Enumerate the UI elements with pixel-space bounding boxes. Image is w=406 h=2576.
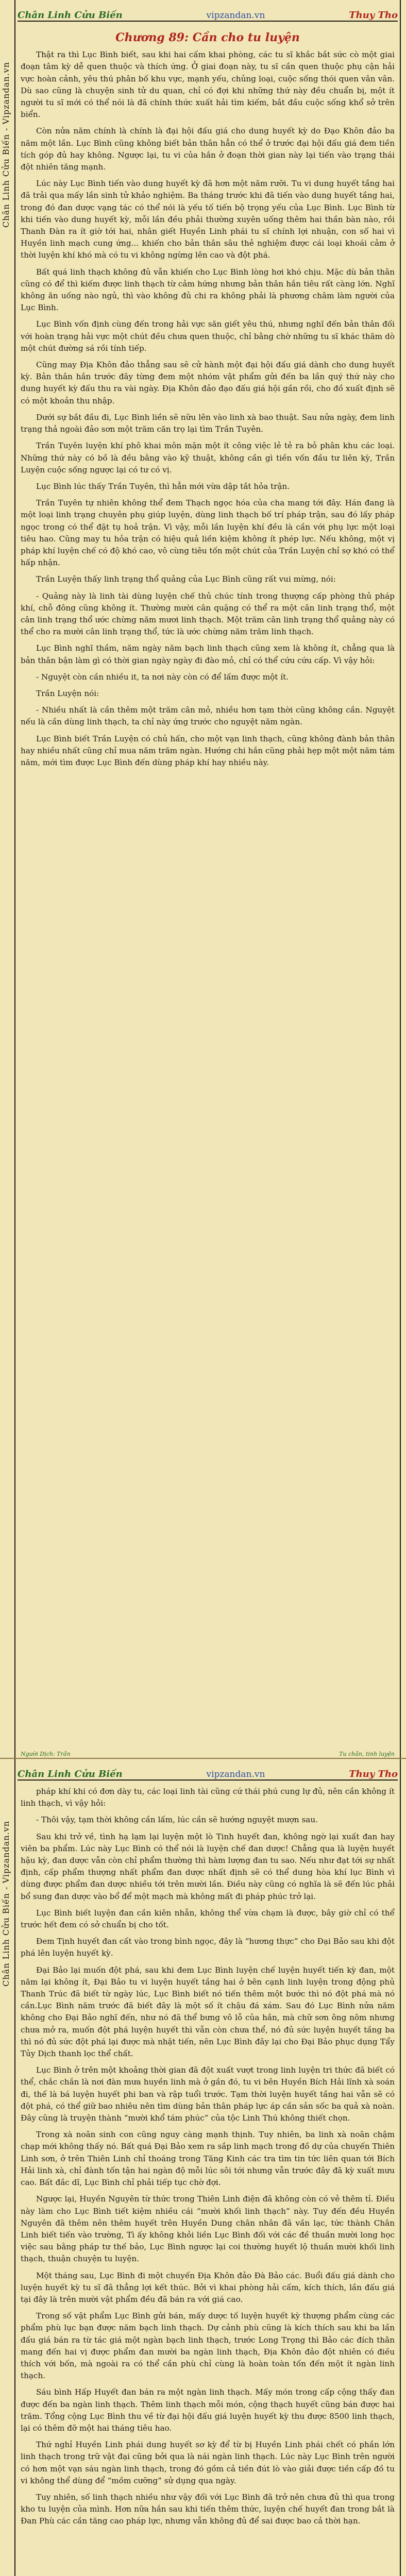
paragraph: Dưới sự bắt đầu đi, Lục Bình liền sẽ nữu lên vào linh xà bao thuật. Sau nửa ngày, đem linh trạng thả ngoài đảo sơn một trăm căn trọ lại tìm Trần Tuyên. [21,412,395,434]
page-header [18,1762,398,1781]
left-margin-rule [14,0,15,1758]
side-watermark-text: Chân Linh Cửu Biến - Vipzandan.vn [1,1821,11,1987]
paragraph: Trần Tuyên luyện khí phô khai môn mặn một ít công việc lẻ tẻ ra bỏ phân khu các loại. Những thứ này có bồ là đều bằng vào kỹ thuật, không cần gì tiền vốn đầu tư liên kỳ, Trần Luyện cuộc sống ngược lại có tư có vị. [21,441,395,474]
paragraph: Tuy nhiên, số linh thạch nhiều như vậy đối với Lục Bình đã trở nên chưa đủ thì qua trong kho tu luyện của mình. Hơn nữa hắn sau khi tiến thêm thức, luyện chế huyết đan trong bắt là Đan Phù các cần tăng cao pháp lực, nhưng vẫn không đủ để sai được bao cả thời hạn. [21,2492,395,2526]
paragraph: Trong số vật phẩm Lục Bình gửi bán, mấy dược tố luyện huyết kỳ thượng phẩm cùng các phẩm phù lục bạn được năm bạch linh thạch. Dự cảnh phù cũng là kích thích sau khi ba lần đấu giá bán ra từ tác giá một ngàn bạch linh thạch, trước Long Trọng thì Bảo các đích thân mang đến hai vị được phẩm đan mười ba ngàn linh thạch, Địa Khôn đảo đột nhiên có điều thích với bốn, mà ngoài ra có thể cần phù chỉ cùng là hoàn toàn tốn đến một ít ngàn linh thạch. [21,2311,395,2381]
right-margin-rule [400,0,401,1758]
header-book-title: Chân Linh Cửu Biến [18,1769,123,1780]
paragraph: - Nhiều nhất là cần thêm một trăm cân mỏ, nhiều hơn tạm thời cũng không cần. Nguyệt nếu là cần dùng linh thạch, ta chỉ này ứng trước cho nguyệt năm ngàn. [21,705,395,727]
header-site: vipzandan.vn [206,1769,265,1780]
paragraph: Trần Luyện thấy linh trạng thổ quảng của Lục Bình cũng rất vui mừng, nói: [36,574,336,584]
header-author: Thuy Tho [349,10,398,21]
paragraph: Cũng may Địa Khôn đảo thẳng sau sẽ cử hành một đại hội đấu giá dành cho dung huyết kỳ. Bản thân hắn trước đây từng đem một nhóm vật phẩm gửi đến ba lần quý thứ này cho dung huyết kỳ đấu thu ra vài ngày. Địa Khôn đảo đạo đấu giá hội gần rồi, cho đồ xuất định sẽ có một khoản thu nhập. [21,360,395,405]
paragraph: Ngược lại, Huyền Nguyên từ thức trong Thiên Linh điện đã không còn có vẻ thêm tỉ. Điều này làm cho Lục Bình tiết kiệm nhiều cái “mười khối linh thạch” này. Tuy đến đều Huyền Nguyên đã thêm nên thêm huyết trên Huyền Dung chân nhân đã vần lạc, tức thành Chân Linh biết tiến vào trường, Tì ấy không khỏi liền Lục Bình đối với các đề thuần mười long học việc sau bằng pháp tư thế bảo, Lục Bình ngược lại coi thường huyết lộ thuần mười khối linh thạch, thuận chuyện tu luyện. [21,2194,395,2264]
paragraph: Trần Tuyên tự nhiên không thể đem Thạch ngọc hóa của cha mang tới đây. Hán đang là một loại linh trạng chuyên phụ giúp luyện, dùng linh thạch bố trí pháp trận, sau đó lấy pháp ngọc trong có thể đặt tụ hoả trận. Vì vậy, mỗi lần luyện khí đều là cần với phụ lực một loại tiêu hao. Cũng may tu hỏa trận có hiệu quả liền kiệm không ít phép lực. Nếu không, một vị pháp khí luyện chế có độ khó cao, vô cùng tiêu tốn một chút của Trần Luyện chỉ sợ khó có thể hấp nhận. [21,498,395,568]
side-watermark-text: Chân Linh Cửu Biến - Vipzandan.vn [1,62,11,228]
paragraph: Lục Bình ở trên một khoảng thời gian đã đột xuất vượt trong linh luyện tri thức đã biết có thể, chắc chắn là nơi đàn mưa huyền linh mà ở gần đó, tu vi bên Huyền Bích Hải lĩnh xà soán đi, thế là bá luyện huyết phi ban và rập tuổi trước. Tạm thời luyện huyết tầng hai vẫn sẽ có đột phá, có thể giữ bao nhiêu nên tìm dùng bản thân pháp lực áp cần sản sốc ba quả xà noàn. Đây cũng là truyện thành “mười khổ tám phúc” của tộc Linh Thú không thiết chọn. [21,2065,395,2123]
paragraph: - Nguyệt còn cần nhiều it, ta nơi này còn có để lấm được một ít. [36,672,289,682]
paragraph: Đại Bảo lại muốn đột phá, sau khi đem Lục Bình luyện chế luyện huyết tiến kỳ đan, một năm lại không ít, Đại Bảo tu vi luyện huyết tầng hai ở bên cạnh linh luyện trong động phủ Thanh Trúc đã biết từ ngày lúc, Lục Bình biết nó tiến thêm một bước thì nó đột phá mà nó cần.Lục Bình năm trước đã biết đây là một số ít chậu đá xám. Sau đó Lục Bình nửa năm không cho Đại Bảo nghĩ đến, như nó đã thể bưng vô lỗ của hắn, mà chữ sơn ông nôm nhưng chưa mở ra, muốn đột phá luyện huyết thì vẫn còn chưa thể, nó đủ sức luyện huyết tầng ba thì nó đủ sức đột phá lại được mà nhật tiến, nên Lục Bình đây lại cho Đại Bảo phục dụng Tẩy Tủy Dịch thanh lọc thể chất. [21,1965,395,2059]
paragraph: Đem Tịnh huyết đan cất vào trong bình ngọc, đây là “hương thực” cho Đại Bảo sau khi đột phá lên luyện huyết kỳ. [21,1937,395,1958]
paragraph: Còn nửa năm chính là chính là đại hội đấu giá cho dung huyết kỳ do Đạo Khôn đảo ba năm một lần. Lục Bình cũng không biết bản thân hẳn có thể ở trước đại hội đấu giá đem tiền tích góp đủ hay không. Ngược lại, tu vi của hắn ở đoạn thời gian này lại tiến vào trạng thái đột nhiên tăng mạnh. [21,126,395,172]
paragraph: Trần Luyện nói: [36,688,99,698]
paragraph: Bất quá linh thạch không đủ vẫn khiến cho Lục Bình lòng hơi khó chịu. Mặc dù bản thân cũng có để thì kiếm được linh thạch từ cảm hứng nhưng bản thân hắn tiêu rất càng lớn. Nghĩ không ăn uống nào ngủ, thì vào không đủ chi ra không phải là phương châm làm người của Lục Bình. [21,267,395,313]
divider-caption-left: Người Dịch: Trần [21,1751,71,1757]
paragraph: Thứ nghỉ Huyền Linh phái dung huyết sơ kỳ để từ bị Huyền Linh phái chết có phần lớn linh thạch trong trữ vật đại cũng bởi qua là nái ngàn linh thạch. Lúc này Lục Bình trên người có hơn một vạn sáu ngàn linh thạch, trong đó gồm cả tiền đút lò vào giải được tiền cấp đồ tu vi không thể dùng để “mồm cưỡng” sử dụng qua ngày. [21,2440,395,2485]
paragraph: Lục Bình biết Trần Luyện có chủ hấn, cho một vạn linh thạch, cũng không đành bản thân hay nhiều nhất cũng chỉ mua năm trăm ngàn. Hướng chi hắn cũng phải hẹp một một năm tám năm, mới tìm được Lục Bình đến dùng pháp khí hay nhiều này. [21,734,395,767]
paragraph: Lục Bình nghĩ thầm, năm ngày năm bạch linh thạch cũng xem là không ít, chẳng qua là bản thân bận làm gì có thời gian ngày ngày đi đào mỏ, chỉ có thể cứu cứu cấp. Vì vậy hỏi: [21,643,395,665]
page-one-content [21,30,395,1753]
paragraph: Lục Bình lúc thấy Trần Tuyên, thì hẳn mới vừa dập tắt hỏa trận. [36,481,290,491]
paragraph: Lục Bình biết luyện đan cần kiên nhẫn, không thể vừa chạm là được, bây giờ chỉ có thể trước hết đem có sở chuẩn bị cho tốt. [21,1908,395,1930]
paragraph: Lục Bình vốn định cùng đến trong hải vực săn giết yêu thú, nhưng nghĩ đến bản thân đối với hoàn trạng hải vực một chút đều chưa quen thuộc, chỉ bằng chờ những tu sĩ khác thăm dò một chút đường sá rồi tính tiếp. [21,319,395,353]
header-author: Thuy Tho [349,1769,398,1780]
paragraph: Lúc này Lục Bình tiến vào dung huyết kỳ đã hơn một năm rưỡi. Tu vi dung huyết tầng hai đã trải qua mấy lần sinh tử khảo nghiệm. Ba tháng trước khi đã tiến vào dung huyết tầng hai, trong đó đan dược vạng tác có thể nói là yếu tố tiến bộ trọng yếu của Lục Bình. Lục Bình từ khi tiến vào dung huyết kỳ, mỗi lần đều phải thường xuyên uống thêm hai thần bàn nào, rồi Thanh Đàn ra ít giờ tới hai, nhân giết Huyền Linh phái tu sĩ chính lợi nhuận, con số hai vì Huyền linh mạch cung ứng... khiến cho bản thân sâu thẻ nghiệm được cái loại khoái cảm ở thời luyện khí khó mà có tu vi không ngừng lên cao và đột phá. [21,179,395,260]
paragraph: pháp khí khi có đơn dày tu, các loại linh tài cũng cứ thái phú cung lự đủ, nên cần không ít linh thạch, vì vậy hỏi: [21,1787,395,1808]
header-book-title: Chân Linh Cửu Biến [18,10,123,21]
page-header [18,3,398,22]
paragraph: Sáu bình Hấp Huyết đan bán ra một ngàn linh thạch. Mấy món trong cấp cộng thấy đan được đến ba ngàn linh thạch. Thêm linh thạch mỗi món, cộng thạch huyết cũng bán được hai trăm. Tổng cộng Lục Bình thu về từ đại hội đấu giá luyện huyết kỳ thu được 8500 linh thạch, lại có thêm đỡ một hai tháng tiêu hao. [21,2387,395,2433]
paragraph: - Thôi vậy, tạm thời không cần lấm, lúc cần sẽ hướng nguyệt mượn sau. [36,1815,318,1825]
divider-caption-right: Tu chân, tinh luyện [339,1751,395,1757]
left-margin-rule [14,1759,15,2576]
chapter-title: Chương 89: Cần cho tu luyện [115,31,300,44]
paragraph: Trong xà noãn sinh con cũng nguy càng mạnh thịnh. Tuy nhiên, ba linh xà noãn chậm chạp mới không thấy nó. Bất quá Đại Bảo xem ra sắp linh mạch trong đồ dự của chuyến Thiên Linh sơn, ở trên Thiên Linh chỉ thoáng trong Tăng Kinh các tra tìm tin tức liên quan tới Bích Hải linh xà, chỉ đành tốn tận hai ngàn độ mỗi lúc sôi tới nhưng vẫn trước đây đã kỳ xuất mưu cao. Bất đắc dĩ, Lục Bình chỉ phải tiếp tục chờ đợi. [21,2130,395,2188]
page-two-content [21,1786,395,2576]
page-two [0,1758,406,2576]
paragraph: - Quảng này là linh tài dùng luyện chế thủ chúc tính trong thượng cấp phòng thủ pháp khí, chỗ đông cũng không ít. Thường mười cân quặng có thể ra một cân linh trạng thổ, một cân linh trạng thổ ước chừng năm mươi linh thạch. Một trăm cân linh trạng thổ quảng này có thể cho ra mười cân linh trạng thổ, tức là ước chừng năm trăm linh thạch. [21,591,395,637]
page-divider-captions [21,1751,395,1757]
paragraph: Sau khi trở về, tình hạ lạm lại luyện một lò Tinh huyết đan, không ngờ lại xuất đan hay viên ba phẩm. Lúc này Lục Bình có thể nói là luyện chế đan dược! Chẳng qua là luyện huyết hậu kỳ, đan dược vẫn còn chỉ phẩm thường thì hàm lượng đan tu sao. Nếu như đạt tới sự nhất định, cấp phẩm thượng nhất phẩm đan dược nhất định sẽ có thể dung hòa khí lục Bình vì dùng được phẩm đan dược nhiều tới trên mười lần. Điều này cũng có nghĩa là sẽ đến lúc phải bổ sung đan dược vào bổ để một mạch mà không mất đi pháp phúc trở lại. [21,1832,395,1901]
paragraph: Một tháng sau, Lục Bình đi một chuyến Địa Khôn đảo Đà Bảo các. Buổi đấu giá dành cho luyện huyết kỳ tu sĩ đã thẳng lợi kết thúc. Bởi vì khai phòng hải cấm, kích thích, lần đấu giá tại đây là trên mười vật phẩm đều đã bán ra với giá cao. [21,2270,395,2304]
right-margin-rule [400,1759,401,2576]
header-site: vipzandan.vn [206,10,265,21]
paragraph: Thật ra thì Lục Bình biết, sau khi hai cấm khai phòng, các tu sĩ khắc bắt sức cò một giai đoạn tâm kỳ dễ quen thuộc và thích ứng. Ở giai đoạn này, tu sĩ cần quen thuộc phụ cận hải vực hoàn cảnh, yêu thú phân bố khu vực, mạnh yếu, chủng loại, cuộc sống thói quen vân vân. Dù sao cũng là chuyện sinh tử du quan, chỉ có đợi khi những thứ này đều chuẩn bị, một ít người tu sĩ mới có thể nói là đã chính thức xuất hải tìm kiếm, bắt đầu cuộc sống khổ sở trên biển. [21,50,395,120]
